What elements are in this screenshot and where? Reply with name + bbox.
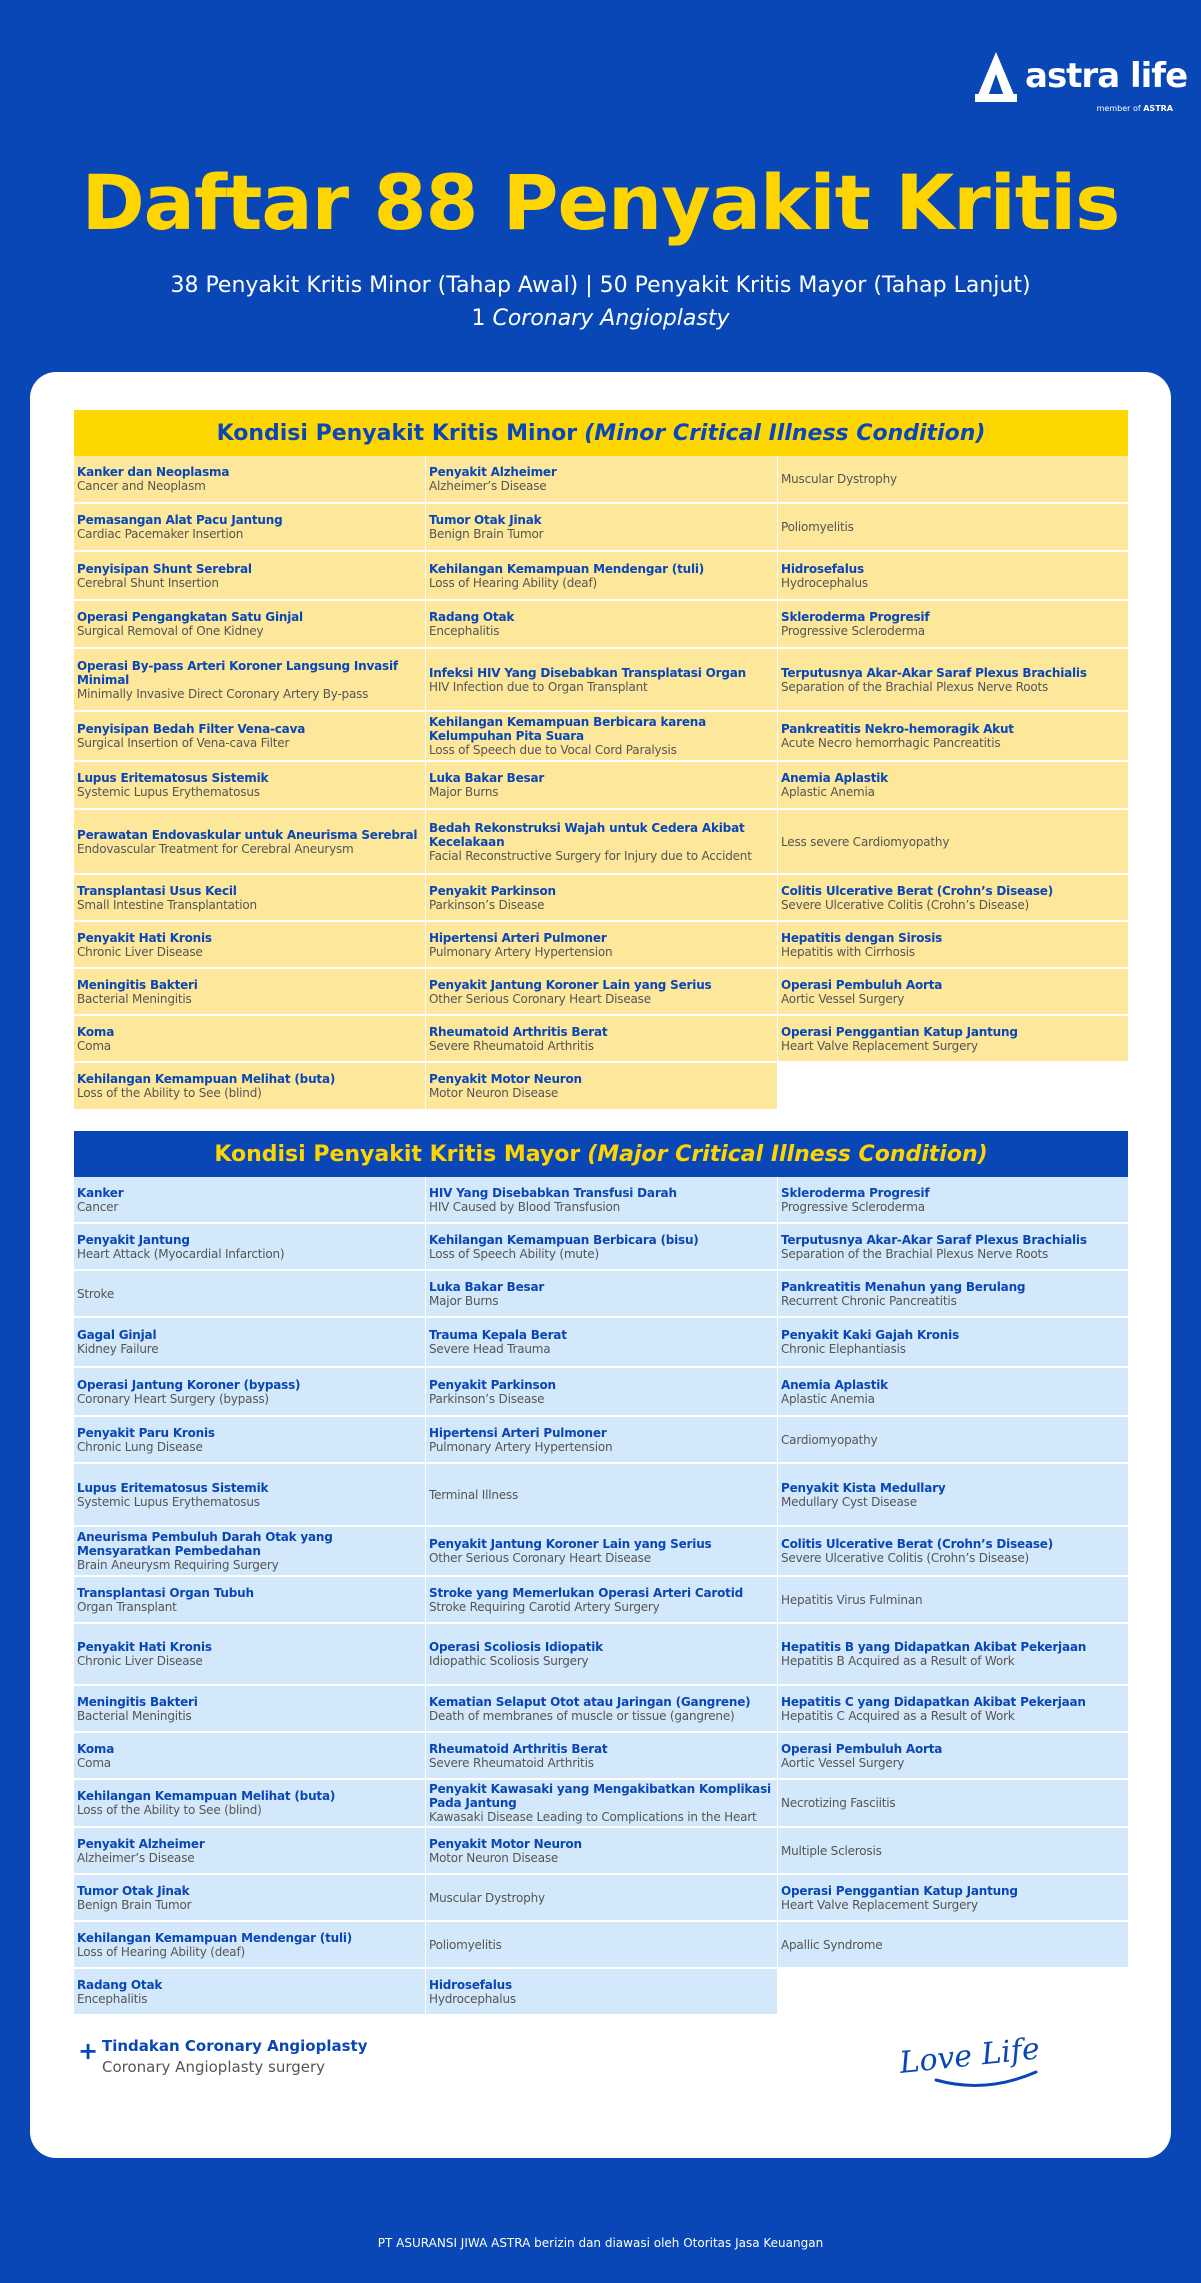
illness-cell bbox=[74, 1733, 425, 1778]
illness-cell bbox=[426, 552, 777, 599]
illness-name-id: Hidrosefalus bbox=[429, 1977, 512, 1992]
illness-cell bbox=[426, 1318, 777, 1366]
illness-name-id: Operasi By-pass Arteri Koroner Langsung Invasif Minimal bbox=[77, 658, 398, 687]
illness-name-en: Loss of Hearing Ability (deaf) bbox=[429, 575, 597, 590]
illness-name-en: Major Burns bbox=[429, 1293, 499, 1308]
illness-name-en: HIV Caused by Blood Transfusion bbox=[429, 1199, 621, 1214]
illness-cell bbox=[426, 1875, 777, 1920]
illness-name-id: Colitis Ulcerative Berat (Crohn’s Disease) bbox=[781, 883, 1054, 898]
illness-cell bbox=[426, 1577, 777, 1622]
illness-cell bbox=[426, 649, 777, 710]
illness-name-en: Recurrent Chronic Pancreatitis bbox=[781, 1293, 957, 1308]
illness-name-en: Heart Valve Replacement Surgery bbox=[781, 1897, 978, 1912]
illness-name-id: Penyakit Alzheimer bbox=[77, 1836, 205, 1851]
illness-name-id: Skleroderma Progresif bbox=[781, 610, 930, 624]
subtitle-angioplasty: 1 Coronary Angioplasty bbox=[471, 306, 730, 331]
illness-cell bbox=[74, 1828, 425, 1873]
brand-tagline: member of ASTRA bbox=[1096, 104, 1173, 113]
illness-name-en: Motor Neuron Disease bbox=[429, 1086, 559, 1100]
illness-name-id: Kehilangan Kemampuan Melihat (buta) bbox=[77, 1789, 336, 1803]
illness-cell bbox=[74, 1224, 425, 1269]
illness-name-id: Hipertensi Arteri Pulmoner bbox=[429, 930, 607, 945]
illness-cell bbox=[426, 601, 777, 647]
illness-name-en: Hydrocephalus bbox=[429, 1991, 516, 2006]
illness-cell bbox=[74, 875, 425, 920]
illness-name-id: Penyakit Paru Kronis bbox=[77, 1425, 215, 1440]
illness-cell bbox=[778, 922, 1128, 967]
illness-name-en: Small Intestine Transplantation bbox=[77, 897, 257, 912]
illness-name-id: Koma bbox=[77, 1024, 115, 1039]
illness-cell bbox=[778, 1368, 1128, 1415]
illness-name-id: Penyakit Parkinson bbox=[429, 883, 556, 898]
brand-name: astra life bbox=[1025, 56, 1188, 96]
illness-cell bbox=[74, 1177, 425, 1222]
illness-name-en: Severe Ulcerative Colitis (Crohn’s Disease) bbox=[781, 1551, 1030, 1565]
illness-cell bbox=[74, 1016, 425, 1061]
illness-name-en: Severe Rheumatoid Arthritis bbox=[429, 1755, 594, 1770]
illness-name-en: Loss of Speech due to Vocal Cord Paralysis bbox=[429, 743, 677, 757]
illness-cell bbox=[74, 1318, 425, 1366]
illness-name-id: Kematian Selaput Otot atau Jaringan (Gangrene) bbox=[429, 1694, 751, 1709]
illness-name-id: Hepatitis C yang Didapatkan Akibat Pekerjaan bbox=[781, 1694, 1086, 1709]
illness-cell bbox=[74, 1686, 425, 1731]
illness-cell bbox=[778, 552, 1128, 599]
illness-name-id: Penyakit Parkinson bbox=[429, 1377, 556, 1392]
illness-name-en: Alzheimer’s Disease bbox=[429, 479, 547, 493]
illness-cell bbox=[778, 456, 1128, 502]
illness-name-id: Kanker bbox=[77, 1185, 124, 1200]
illness-cell bbox=[778, 810, 1128, 873]
illness-cell bbox=[74, 1527, 425, 1575]
illness-name-id: Radang Otak bbox=[77, 1977, 163, 1992]
illness-name-id: Operasi Scoliosis Idiopatik bbox=[429, 1640, 603, 1654]
illness-name-id: Hepatitis dengan Sirosis bbox=[781, 930, 943, 945]
illness-name-en: Severe Head Trauma bbox=[429, 1342, 551, 1356]
illness-name-en: Progressive Scleroderma bbox=[781, 624, 925, 638]
illness-name-id: Penyakit Hati Kronis bbox=[77, 930, 212, 945]
illness-name-en: Pulmonary Artery Hypertension bbox=[429, 1439, 613, 1454]
illness-name-en: Encephalitis bbox=[77, 1991, 148, 2006]
illness-cell bbox=[74, 1875, 425, 1920]
illness-cell bbox=[426, 1016, 777, 1061]
illness-name-en: Loss of the Ability to See (blind) bbox=[77, 1086, 262, 1100]
illness-name-id: Kehilangan Kemampuan Mendengar (tuli) bbox=[429, 561, 705, 576]
illness-name-en: Parkinson’s Disease bbox=[429, 1391, 545, 1406]
illness-name-en: Hepatitis C Acquired as a Result of Work bbox=[781, 1708, 1015, 1723]
illness-name-en: Loss of Hearing Ability (deaf) bbox=[77, 1944, 245, 1959]
illness-name-id: Terputusnya Akar-Akar Saraf Plexus Brachialis bbox=[781, 1232, 1087, 1247]
major-illness-table bbox=[74, 1177, 1128, 2014]
illness-cell bbox=[778, 1527, 1128, 1575]
illness-name-id: Colitis Ulcerative Berat (Crohn’s Disease) bbox=[781, 1537, 1054, 1551]
illness-name-id: Koma bbox=[77, 1741, 115, 1756]
illness-name-en: Surgical Insertion of Vena-cava Filter bbox=[77, 736, 290, 750]
illness-cell bbox=[426, 1417, 777, 1462]
illness-name-id: Kehilangan Kemampuan Melihat (buta) bbox=[77, 1072, 336, 1086]
illness-cell bbox=[778, 1577, 1128, 1622]
illness-cell bbox=[74, 922, 425, 967]
illness-cell bbox=[426, 810, 777, 873]
illness-name-en: Apallic Syndrome bbox=[781, 1937, 883, 1952]
illness-cell bbox=[426, 762, 777, 808]
illness-name-id: Kanker dan Neoplasma bbox=[77, 465, 230, 479]
illness-name-id: Stroke yang Memerlukan Operasi Arteri Carotid bbox=[429, 1585, 744, 1600]
illness-name-id: Tumor Otak Jinak bbox=[429, 513, 542, 527]
illness-cell bbox=[778, 1686, 1128, 1731]
illness-name-en: Bacterial Meningitis bbox=[77, 991, 192, 1006]
illness-name-en: Heart Attack (Myocardial Infarction) bbox=[77, 1246, 285, 1261]
illness-cell bbox=[778, 1624, 1128, 1684]
illness-cell bbox=[74, 1063, 425, 1109]
illness-cell bbox=[778, 601, 1128, 647]
illness-cell bbox=[74, 1417, 425, 1462]
illness-cell bbox=[778, 1224, 1128, 1269]
illness-cell bbox=[778, 1733, 1128, 1778]
illness-name-id: Operasi Penggantian Katup Jantung bbox=[781, 1883, 1018, 1898]
illness-cell bbox=[74, 1780, 425, 1826]
illness-name-en: Terminal Illness bbox=[429, 1487, 519, 1502]
illness-name-en: Acute Necro hemorrhagic Pancreatitis bbox=[781, 736, 1001, 750]
illness-name-id: Penyakit Jantung bbox=[77, 1232, 190, 1247]
illness-name-id: Rheumatoid Arthritis Berat bbox=[429, 1741, 608, 1756]
subtitle-counts: 38 Penyakit Kritis Minor (Tahap Awal) | 50 Penyakit Kritis Mayor (Tahap Lanjut) bbox=[170, 273, 1031, 298]
illness-name-en: Chronic Liver Disease bbox=[77, 944, 203, 959]
illness-cell bbox=[426, 1969, 777, 2014]
plus-icon: + bbox=[78, 2037, 99, 2065]
illness-name-en: Cardiomyopathy bbox=[781, 1432, 878, 1447]
illness-cell bbox=[426, 1527, 777, 1575]
illness-name-id: Operasi Pembuluh Aorta bbox=[781, 1741, 943, 1756]
illness-name-en: Muscular Dystrophy bbox=[781, 472, 897, 486]
illness-cell bbox=[778, 762, 1128, 808]
illness-cell bbox=[74, 504, 425, 550]
illness-name-id: Terputusnya Akar-Akar Saraf Plexus Brachialis bbox=[781, 665, 1087, 680]
illness-name-id: Skleroderma Progresif bbox=[781, 1185, 930, 1200]
illness-name-id: Aneurisma Pembuluh Darah Otak yang Mensyaratkan Pembedahan bbox=[77, 1530, 333, 1558]
illness-cell bbox=[778, 1875, 1128, 1920]
illness-name-id: Infeksi HIV Yang Disebabkan Transplatasi Organ bbox=[429, 665, 746, 680]
illness-name-id: Luka Bakar Besar bbox=[429, 771, 545, 785]
illness-name-id: Pankreatitis Nekro-hemoragik Akut bbox=[781, 722, 1014, 736]
illness-name-en: Organ Transplant bbox=[77, 1599, 177, 1614]
illness-name-en: Poliomyelitis bbox=[429, 1937, 502, 1952]
illness-name-id: Rheumatoid Arthritis Berat bbox=[429, 1024, 608, 1039]
illness-name-en: Medullary Cyst Disease bbox=[781, 1494, 917, 1509]
illness-name-id: Operasi Jantung Koroner (bypass) bbox=[77, 1377, 301, 1392]
illness-name-en: Severe Rheumatoid Arthritis bbox=[429, 1038, 594, 1053]
illness-name-en: Aplastic Anemia bbox=[781, 785, 875, 799]
illness-name-en: Brain Aneurysm Requiring Surgery bbox=[77, 1558, 279, 1572]
illness-name-id: Lupus Eritematosus Sistemik bbox=[77, 771, 269, 785]
angioplasty-subtitle: Coronary Angioplasty surgery bbox=[102, 2058, 326, 2076]
illness-cell bbox=[426, 922, 777, 967]
illness-cell bbox=[778, 969, 1128, 1014]
illness-name-id: Pemasangan Alat Pacu Jantung bbox=[77, 513, 283, 527]
illness-name-id: Penyakit Motor Neuron bbox=[429, 1836, 582, 1851]
illness-cell bbox=[778, 504, 1128, 550]
illness-cell bbox=[74, 1577, 425, 1622]
illness-name-en: Benign Brain Tumor bbox=[77, 1897, 192, 1912]
illness-name-en: Cancer and Neoplasm bbox=[77, 479, 206, 493]
illness-cell bbox=[426, 1368, 777, 1415]
illness-name-id: Perawatan Endovaskular untuk Aneurisma Serebral bbox=[77, 827, 418, 842]
illness-name-en: Less severe Cardiomyopathy bbox=[781, 834, 950, 849]
illness-name-en: Muscular Dystrophy bbox=[429, 1890, 545, 1905]
illness-name-id: Lupus Eritematosus Sistemik bbox=[77, 1480, 269, 1495]
illness-name-en: HIV Infection due to Organ Transplant bbox=[429, 679, 648, 694]
illness-name-en: Encephalitis bbox=[429, 624, 500, 638]
illness-name-en: Loss of Speech Ability (mute) bbox=[429, 1246, 599, 1261]
illness-name-id: Penyisipan Bedah Filter Vena-cava bbox=[77, 722, 306, 736]
illness-cell bbox=[778, 1271, 1128, 1316]
illness-name-en: Hepatitis with Cirrhosis bbox=[781, 944, 915, 959]
illness-cell bbox=[426, 1224, 777, 1269]
footer-legal-text: PT ASURANSI JIWA ASTRA berizin dan diawasi oleh Otoritas Jasa Keuangan bbox=[377, 2236, 824, 2250]
illness-cell bbox=[778, 649, 1128, 710]
illness-cell bbox=[778, 1828, 1128, 1873]
illness-name-id: Operasi Pembuluh Aorta bbox=[781, 977, 943, 992]
illness-name-id: Penyakit Kaki Gajah Kronis bbox=[781, 1328, 960, 1342]
illness-name-en: Facial Reconstructive Surgery for Injury due to Accident bbox=[429, 848, 752, 863]
illness-name-en: Hepatitis Virus Fulminan bbox=[781, 1592, 923, 1607]
illness-name-en: Benign Brain Tumor bbox=[429, 527, 544, 541]
illness-name-en: Endovascular Treatment for Cerebral Aneurysm bbox=[77, 841, 354, 856]
svg-text:Love Life: Love Life bbox=[897, 2031, 1042, 2081]
illness-cell bbox=[426, 1733, 777, 1778]
illness-cell bbox=[426, 1922, 777, 1967]
illness-name-en: Stroke bbox=[77, 1286, 115, 1301]
illness-name-en: Necrotizing Fasciitis bbox=[781, 1796, 896, 1810]
illness-cell bbox=[74, 1368, 425, 1415]
illness-cell bbox=[778, 1780, 1128, 1826]
illness-name-en: Other Serious Coronary Heart Disease bbox=[429, 1551, 651, 1565]
illness-name-id: Kehilangan Kemampuan Berbicara karena Kelumpuhan Pita Suara bbox=[429, 715, 707, 743]
illness-cell bbox=[426, 504, 777, 550]
illness-cell bbox=[426, 1271, 777, 1316]
illness-name-en: Bacterial Meningitis bbox=[77, 1708, 192, 1723]
illness-cell bbox=[778, 875, 1128, 920]
illness-name-en: Progressive Scleroderma bbox=[781, 1199, 925, 1214]
illness-name-en: Stroke Requiring Carotid Artery Surgery bbox=[429, 1599, 660, 1614]
illness-name-en: Chronic Lung Disease bbox=[77, 1439, 203, 1454]
angioplasty-note bbox=[78, 2037, 478, 2087]
illness-name-id: Hipertensi Arteri Pulmoner bbox=[429, 1425, 607, 1440]
astra-life-logo bbox=[973, 48, 1188, 118]
illness-cell bbox=[426, 1063, 777, 1109]
illness-name-en: Aplastic Anemia bbox=[781, 1391, 875, 1406]
illness-name-en: Hepatitis B Acquired as a Result of Work bbox=[781, 1654, 1015, 1668]
illness-name-id: Hidrosefalus bbox=[781, 561, 864, 576]
illness-name-en: Separation of the Brachial Plexus Nerve Roots bbox=[781, 679, 1049, 694]
illness-name-id: Gagal Ginjal bbox=[77, 1328, 157, 1342]
illness-name-en: Major Burns bbox=[429, 785, 499, 799]
illness-name-en: Multiple Sclerosis bbox=[781, 1843, 882, 1858]
illness-name-en: Death of membranes of muscle or tissue (gangrene) bbox=[429, 1708, 735, 1723]
illness-name-id: Transplantasi Usus Kecil bbox=[77, 883, 237, 898]
illness-name-id: Pankreatitis Menahun yang Berulang bbox=[781, 1279, 1026, 1294]
illness-name-en: Motor Neuron Disease bbox=[429, 1850, 559, 1865]
illness-name-en: Systemic Lupus Erythematosus bbox=[77, 785, 260, 799]
illness-name-en: Surgical Removal of One Kidney bbox=[77, 624, 264, 638]
illness-name-en: Coma bbox=[77, 1755, 111, 1770]
illness-name-en: Pulmonary Artery Hypertension bbox=[429, 944, 613, 959]
illness-name-en: Kidney Failure bbox=[77, 1342, 159, 1356]
illness-cell bbox=[74, 1969, 425, 2014]
illness-name-id: Penyakit Alzheimer bbox=[429, 465, 557, 479]
illness-name-id: Meningitis Bakteri bbox=[77, 977, 198, 992]
angioplasty-title: Tindakan Coronary Angioplasty bbox=[102, 2037, 368, 2055]
illness-name-id: HIV Yang Disebabkan Transfusi Darah bbox=[429, 1185, 677, 1200]
illness-name-en: Separation of the Brachial Plexus Nerve Roots bbox=[781, 1246, 1049, 1261]
illness-name-id: Meningitis Bakteri bbox=[77, 1694, 198, 1709]
illness-cell bbox=[426, 456, 777, 502]
love-life-signature bbox=[896, 2022, 1086, 2092]
illness-cell bbox=[74, 649, 425, 710]
illness-cell bbox=[426, 1464, 777, 1525]
illness-cell bbox=[426, 1828, 777, 1873]
illness-cell bbox=[74, 762, 425, 808]
illness-name-en: Other Serious Coronary Heart Disease bbox=[429, 991, 651, 1006]
illness-name-id: Penyakit Motor Neuron bbox=[429, 1072, 582, 1086]
illness-cell bbox=[74, 969, 425, 1014]
major-section-title: Kondisi Penyakit Kritis Mayor (Major Critical Illness Condition) bbox=[74, 1131, 1128, 1177]
illness-cell bbox=[426, 1624, 777, 1684]
illness-name-id: Bedah Rekonstruksi Wajah untuk Cedera Akibat Kecelakaan bbox=[429, 820, 745, 849]
illness-name-id: Anemia Aplastik bbox=[781, 1377, 888, 1392]
content-card bbox=[30, 372, 1171, 2158]
minor-illness-table bbox=[74, 456, 1128, 1109]
illness-name-en: Loss of the Ability to See (blind) bbox=[77, 1803, 262, 1817]
illness-name-en: Aortic Vessel Surgery bbox=[781, 1755, 905, 1770]
illness-cell bbox=[778, 1318, 1128, 1366]
illness-name-en: Severe Ulcerative Colitis (Crohn’s Disease) bbox=[781, 897, 1030, 912]
illness-name-id: Penyakit Kawasaki yang Mengakibatkan Komplikasi Pada Jantung bbox=[429, 1782, 771, 1810]
illness-cell bbox=[74, 456, 425, 502]
illness-cell bbox=[778, 712, 1128, 760]
illness-name-id: Penyakit Jantung Koroner Lain yang Serius bbox=[429, 977, 712, 992]
illness-name-en: Chronic Liver Disease bbox=[77, 1654, 203, 1668]
minor-section-title: Kondisi Penyakit Kritis Minor (Minor Critical Illness Condition) bbox=[74, 410, 1128, 456]
illness-cell bbox=[74, 1271, 425, 1316]
illness-name-en: Systemic Lupus Erythematosus bbox=[77, 1494, 260, 1509]
illness-name-id: Penyakit Jantung Koroner Lain yang Serius bbox=[429, 1537, 712, 1551]
illness-cell bbox=[426, 1686, 777, 1731]
illness-cell bbox=[74, 1464, 425, 1525]
illness-cell bbox=[74, 552, 425, 599]
illness-cell bbox=[74, 601, 425, 647]
illness-name-id: Kehilangan Kemampuan Berbicara (bisu) bbox=[429, 1232, 699, 1247]
illness-cell bbox=[74, 1624, 425, 1684]
illness-cell bbox=[778, 1464, 1128, 1525]
illness-name-en: Chronic Elephantiasis bbox=[781, 1342, 906, 1356]
illness-cell bbox=[74, 712, 425, 760]
illness-name-en: Hydrocephalus bbox=[781, 575, 868, 590]
illness-name-en: Cerebral Shunt Insertion bbox=[77, 575, 219, 590]
illness-name-en: Idiopathic Scoliosis Surgery bbox=[429, 1654, 589, 1668]
illness-name-id: Trauma Kepala Berat bbox=[429, 1328, 567, 1342]
illness-name-id: Penyakit Hati Kronis bbox=[77, 1640, 212, 1654]
illness-cell bbox=[778, 1016, 1128, 1061]
illness-name-en: Parkinson’s Disease bbox=[429, 897, 545, 912]
illness-name-en: Minimally Invasive Direct Coronary Artery By-pass bbox=[77, 686, 369, 701]
illness-cell bbox=[426, 969, 777, 1014]
illness-cell bbox=[426, 1177, 777, 1222]
illness-name-en: Kawasaki Disease Leading to Complications in the Heart bbox=[429, 1810, 757, 1824]
illness-name-id: Radang Otak bbox=[429, 610, 515, 624]
illness-name-en: Cancer bbox=[77, 1199, 119, 1214]
page-title: Daftar 88 Penyakit Kritis bbox=[81, 158, 1120, 247]
illness-name-en: Cardiac Pacemaker Insertion bbox=[77, 527, 244, 541]
illness-name-id: Penyakit Kista Medullary bbox=[781, 1480, 946, 1495]
illness-cell bbox=[778, 1922, 1128, 1967]
illness-name-id: Operasi Penggantian Katup Jantung bbox=[781, 1024, 1018, 1039]
illness-cell bbox=[426, 712, 777, 760]
illness-name-en: Poliomyelitis bbox=[781, 520, 854, 534]
illness-cell bbox=[426, 1780, 777, 1826]
illness-name-en: Alzheimer’s Disease bbox=[77, 1850, 195, 1865]
illness-name-en: Coronary Heart Surgery (bypass) bbox=[77, 1391, 269, 1406]
illness-cell bbox=[778, 1177, 1128, 1222]
illness-name-id: Anemia Aplastik bbox=[781, 771, 888, 785]
illness-name-en: Coma bbox=[77, 1038, 111, 1053]
illness-name-id: Tumor Otak Jinak bbox=[77, 1883, 190, 1898]
astra-a-icon bbox=[973, 50, 1019, 104]
illness-cell bbox=[74, 1922, 425, 1967]
illness-name-en: Aortic Vessel Surgery bbox=[781, 991, 905, 1006]
illness-name-en: Heart Valve Replacement Surgery bbox=[781, 1038, 978, 1053]
illness-name-id: Penyisipan Shunt Serebral bbox=[77, 561, 252, 576]
illness-name-id: Hepatitis B yang Didapatkan Akibat Pekerjaan bbox=[781, 1640, 1087, 1654]
illness-cell bbox=[426, 875, 777, 920]
illness-name-id: Transplantasi Organ Tubuh bbox=[77, 1585, 254, 1600]
illness-cell bbox=[74, 810, 425, 873]
illness-name-id: Luka Bakar Besar bbox=[429, 1279, 545, 1294]
illness-name-id: Operasi Pengangkatan Satu Ginjal bbox=[77, 610, 303, 624]
illness-name-id: Kehilangan Kemampuan Mendengar (tuli) bbox=[77, 1930, 353, 1945]
illness-cell bbox=[778, 1417, 1128, 1462]
